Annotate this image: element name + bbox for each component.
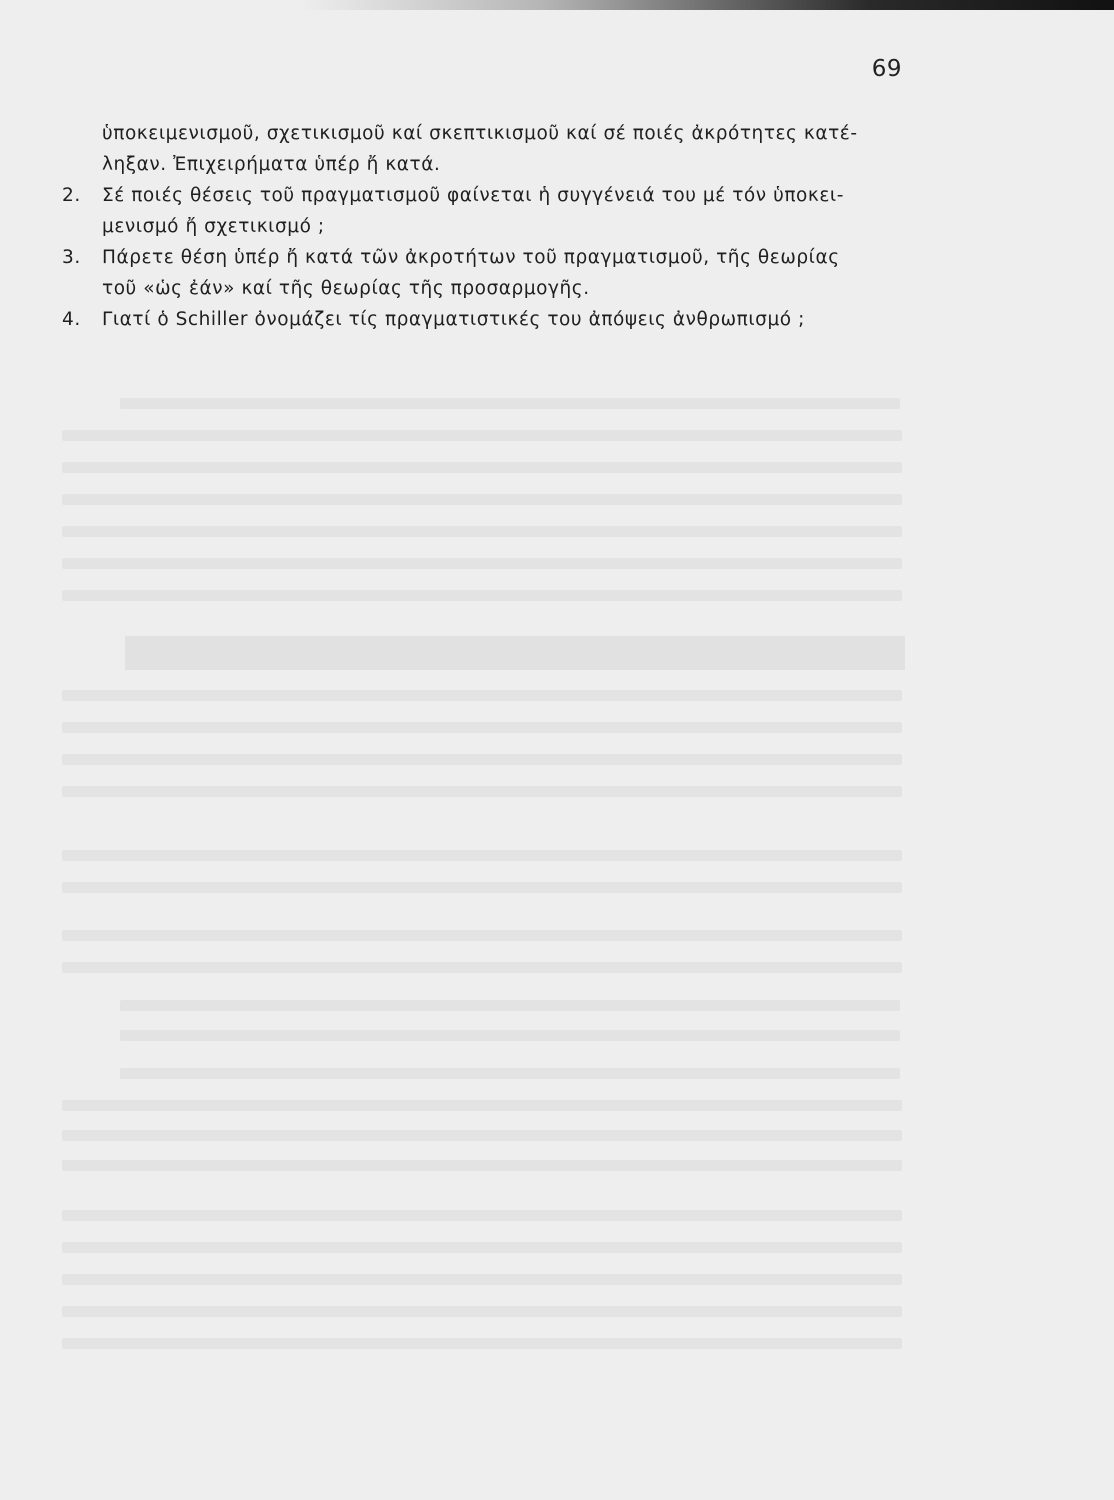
question-item: [62, 180, 907, 242]
bleed-line: [62, 462, 902, 473]
bleed-line: [62, 1100, 902, 1111]
question-line: μενισμό ἤ σχετικισμό ;: [102, 216, 325, 237]
bleed-line: [120, 1030, 900, 1041]
bleed-line: [62, 962, 902, 973]
page-number: 69: [871, 56, 902, 82]
bleed-line: [62, 558, 902, 569]
bleed-line: [120, 1000, 900, 1011]
intro-line: ὑποκειμενισμοῦ, σχετικισμοῦ καί σκεπτικισμοῦ καί σέ ποιές ἀκρότητες κατέ-: [102, 123, 858, 144]
bleed-line: [62, 430, 902, 441]
question-line: Σέ ποιές θέσεις τοῦ πραγματισμοῦ φαίνεται ἡ συγγένειά του μέ τόν ὑποκει-: [102, 185, 844, 206]
question-line: Γιατί ὁ Schiller ὀνομάζει τίς πραγματιστικές του ἀπόψεις ἀνθρωπισμό ;: [102, 309, 805, 330]
bleed-line: [62, 882, 902, 893]
bleed-line: [62, 1274, 902, 1285]
bleed-line: [62, 754, 902, 765]
bleed-line: [62, 1338, 902, 1349]
bleed-line: [62, 930, 902, 941]
bleed-line: [62, 494, 902, 505]
question-line: τοῦ «ὡς ἐάν» καί τῆς θεωρίας τῆς προσαρμογῆς.: [102, 278, 590, 299]
question-number: 4.: [62, 309, 81, 330]
bleed-line: [62, 690, 902, 701]
bleed-line: [62, 1210, 902, 1221]
question-text: [102, 304, 907, 335]
question-item: [62, 304, 907, 335]
bleed-line: [62, 1130, 902, 1141]
bleed-line: [62, 590, 902, 601]
question-line: Πάρετε θέση ὑπέρ ἤ κατά τῶν ἀκροτήτων τοῦ πραγματισμοῦ, τῆς θεωρίας: [102, 247, 840, 268]
bleed-line: [62, 1306, 902, 1317]
question-item: [62, 242, 907, 304]
intro-line: ληξαν. Ἐπιχειρήματα ὑπέρ ἤ κατά.: [102, 154, 441, 175]
bleed-line: [62, 850, 902, 861]
question-number: 2.: [62, 185, 81, 206]
question-text: [102, 180, 907, 242]
bleed-heading: [125, 636, 905, 670]
bleed-line: [62, 1242, 902, 1253]
question-number: 3.: [62, 247, 81, 268]
bleed-line: [62, 722, 902, 733]
scan-edge-shadow: [300, 0, 1114, 10]
bleed-line: [120, 1068, 900, 1079]
question-text: [102, 242, 907, 304]
bleed-line: [62, 1160, 902, 1171]
bleed-line: [120, 398, 900, 409]
bleed-line: [62, 786, 902, 797]
question-list: [62, 118, 907, 335]
bleed-line: [62, 526, 902, 537]
